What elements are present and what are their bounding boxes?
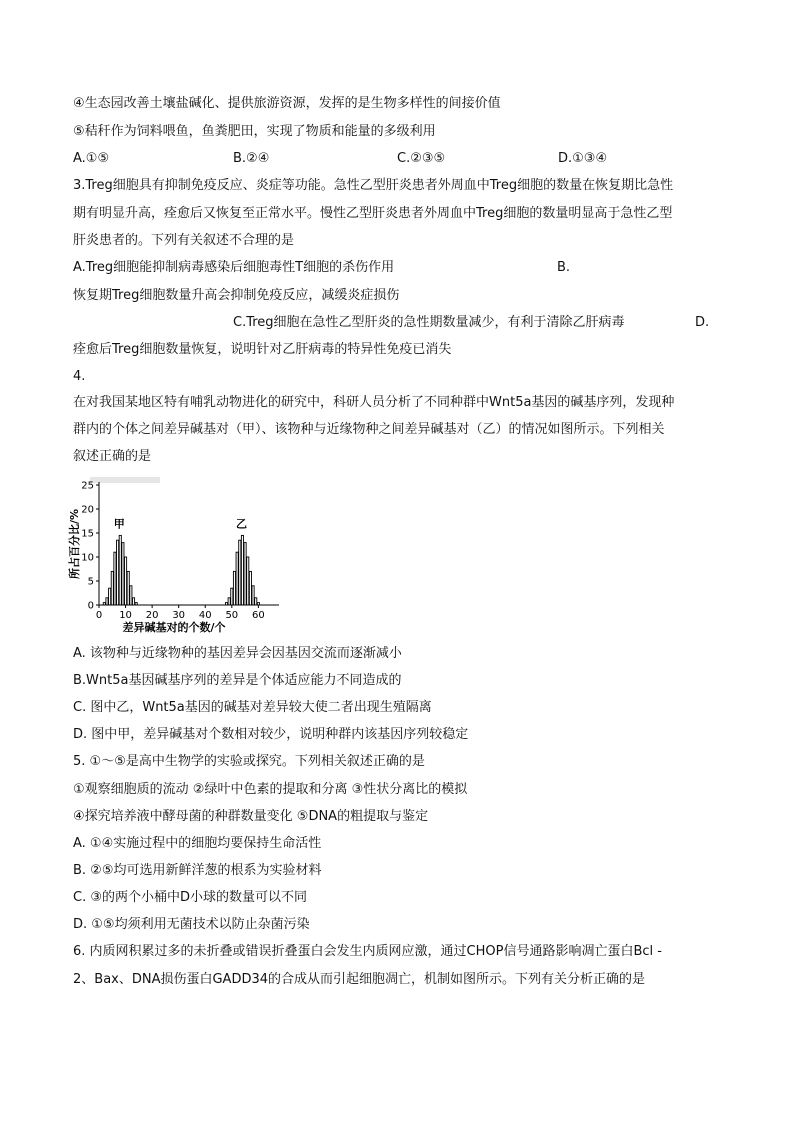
- q2-option-b: B.②④: [233, 151, 270, 166]
- histogram-bar: [130, 586, 132, 605]
- q5-items-line: ④探究培养液中酵母菌的种群数量变化 ⑤DNA的粗提取与鉴定: [73, 809, 429, 824]
- histogram-bar: [122, 543, 124, 605]
- q3-stem-line: 肝炎患者的。下列有关叙述不合理的是: [73, 233, 295, 248]
- y-tick-label: 5: [87, 576, 94, 588]
- histogram-bar: [114, 552, 116, 605]
- q4-option-c: C. 图中乙，Wnt5a基因的碱基对差异较大使二者出现生殖隔离: [73, 700, 432, 715]
- histogram-bar: [249, 571, 251, 605]
- histogram-bar: [106, 598, 108, 605]
- q4-stem-line: 群内的个体之间差异碱基对（甲）、该物种与近缘物种之间差异碱基对（乙）的情况如图所示。下列相关: [73, 422, 665, 437]
- histogram-bar: [119, 535, 121, 605]
- q4-option-d: D. 图中甲，差异碱基对个数相对较少，说明种群内该基因序列较稳定: [73, 727, 469, 742]
- q3-stem-line: 期有明显升高，痊愈后又恢复至正常水平。慢性乙型肝炎患者外周血中Treg细胞的数量明显高于急性乙型: [73, 206, 673, 221]
- histogram-bar: [241, 535, 243, 605]
- q4-stem-line: 在对我国某地区特有哺乳动物进化的研究中，科研人员分析了不同种群中Wnt5a基因的碱基序列，发现种: [73, 395, 675, 410]
- q5-items-line: ①观察细胞质的流动 ②绿叶中色素的提取和分离 ③性状分离比的模拟: [73, 782, 468, 797]
- x-tick-label: 50: [225, 610, 239, 621]
- x-tick-label: 60: [252, 610, 265, 621]
- y-axis-label: 所占百分比/%: [68, 508, 81, 580]
- y-tick-label: 10: [81, 552, 94, 564]
- histogram-bar: [247, 557, 249, 605]
- q3-option-b-text: 恢复期Treg细胞数量升高会抑制免疫反应，减缓炎症损伤: [73, 288, 400, 303]
- q2-option-a: A.①⑤: [73, 151, 110, 166]
- q4-option-b: B.Wnt5a基因碱基序列的差异是个体适应能力不同造成的: [73, 673, 402, 688]
- q3-option-d-text: 痊愈后Treg细胞数量恢复，说明针对乙肝病毒的特异性免疫已消失: [73, 342, 452, 357]
- x-tick-label: 40: [198, 610, 212, 621]
- y-tick-label: 15: [81, 528, 94, 540]
- q4-stem-line: 叙述正确的是: [73, 449, 152, 464]
- histogram-bar: [255, 598, 257, 605]
- scan-artifact: [90, 477, 160, 483]
- histogram-bar: [109, 588, 111, 605]
- q5-stem: 5. ①～⑤是高中生物学的实验或探究。下列相关叙述正确的是: [73, 754, 425, 769]
- histogram-bar: [252, 586, 254, 605]
- x-tick-label: 0: [95, 610, 103, 621]
- q3-option-a: A.Treg细胞能抑制病毒感染后细胞毒性T细胞的杀伤作用: [73, 260, 395, 275]
- histogram-bar: [125, 557, 127, 605]
- histogram-bar: [117, 540, 119, 605]
- histogram-bar: [233, 571, 235, 605]
- series-label-yi: 乙: [235, 517, 247, 531]
- x-tick-label: 10: [119, 610, 132, 621]
- y-tick-label: 0: [87, 600, 94, 612]
- q5-option-b: B. ②⑤均可选用新鲜洋葱的根系为实验材料: [73, 863, 322, 878]
- q4-option-a: A. 该物种与近缘物种的基因差异会因基因交流而逐渐减小: [73, 646, 402, 661]
- q3-option-c: C.Treg细胞在急性乙型肝炎的急性期数量减少，有利于清除乙肝病毒: [233, 315, 625, 330]
- q2-option-c: C.②③⑤: [397, 151, 446, 166]
- y-tick-label: 25: [81, 480, 94, 492]
- histogram-bar: [239, 540, 241, 605]
- q5-option-d: D. ①⑤均须利用无菌技术以防止杂菌污染: [73, 917, 310, 932]
- q2-option-d: D.①③④: [558, 151, 608, 166]
- x-tick-label: 20: [145, 610, 159, 621]
- histogram-bar: [127, 571, 129, 605]
- x-axis-label: 差异碱基对的个数/个: [122, 621, 226, 634]
- histogram-bar: [244, 543, 246, 605]
- statement-4: ④生态园改善土壤盐碱化、提供旅游资源，发挥的是生物多样性的间接价值: [73, 96, 501, 111]
- q3-stem-line: 3.Treg细胞具有抑制免疫反应、炎症等功能。急性乙型肝炎患者外周血中Treg细胞的数量在恢复期比急性: [73, 178, 674, 193]
- y-tick-label: 20: [81, 504, 94, 516]
- q5-option-a: A. ①④实施过程中的细胞均要保持生命活性: [73, 836, 322, 851]
- base-pair-difference-chart: [66, 472, 291, 637]
- q3-option-b-label: B.: [557, 260, 571, 275]
- histogram-bar: [236, 552, 238, 605]
- q4-number: 4.: [73, 369, 86, 384]
- histogram-bar: [228, 598, 230, 605]
- q5-option-c: C. ③的两个小桶中D小球的数量可以不同: [73, 890, 308, 905]
- x-tick-label: 30: [172, 610, 186, 621]
- q3-option-d-label: D.: [695, 315, 710, 330]
- q6-stem-line: 2、Bax、DNA损伤蛋白GADD34的合成从而引起细胞凋亡，机制如图所示。下列有关分析正确的是: [73, 972, 646, 987]
- histogram-bar: [132, 598, 134, 605]
- statement-5: ⑤秸秆作为饲料喂鱼，鱼粪肥田，实现了物质和能量的多级利用: [73, 124, 436, 139]
- histogram-bar: [231, 588, 233, 605]
- series-label-jia: 甲: [113, 517, 125, 531]
- histogram-bar: [111, 571, 113, 605]
- q6-stem-line: 6. 内质网积累过多的未折叠或错误折叠蛋白会发生内质网应激，通过CHOP信号通路影响凋亡蛋白Bcl -: [73, 944, 662, 959]
